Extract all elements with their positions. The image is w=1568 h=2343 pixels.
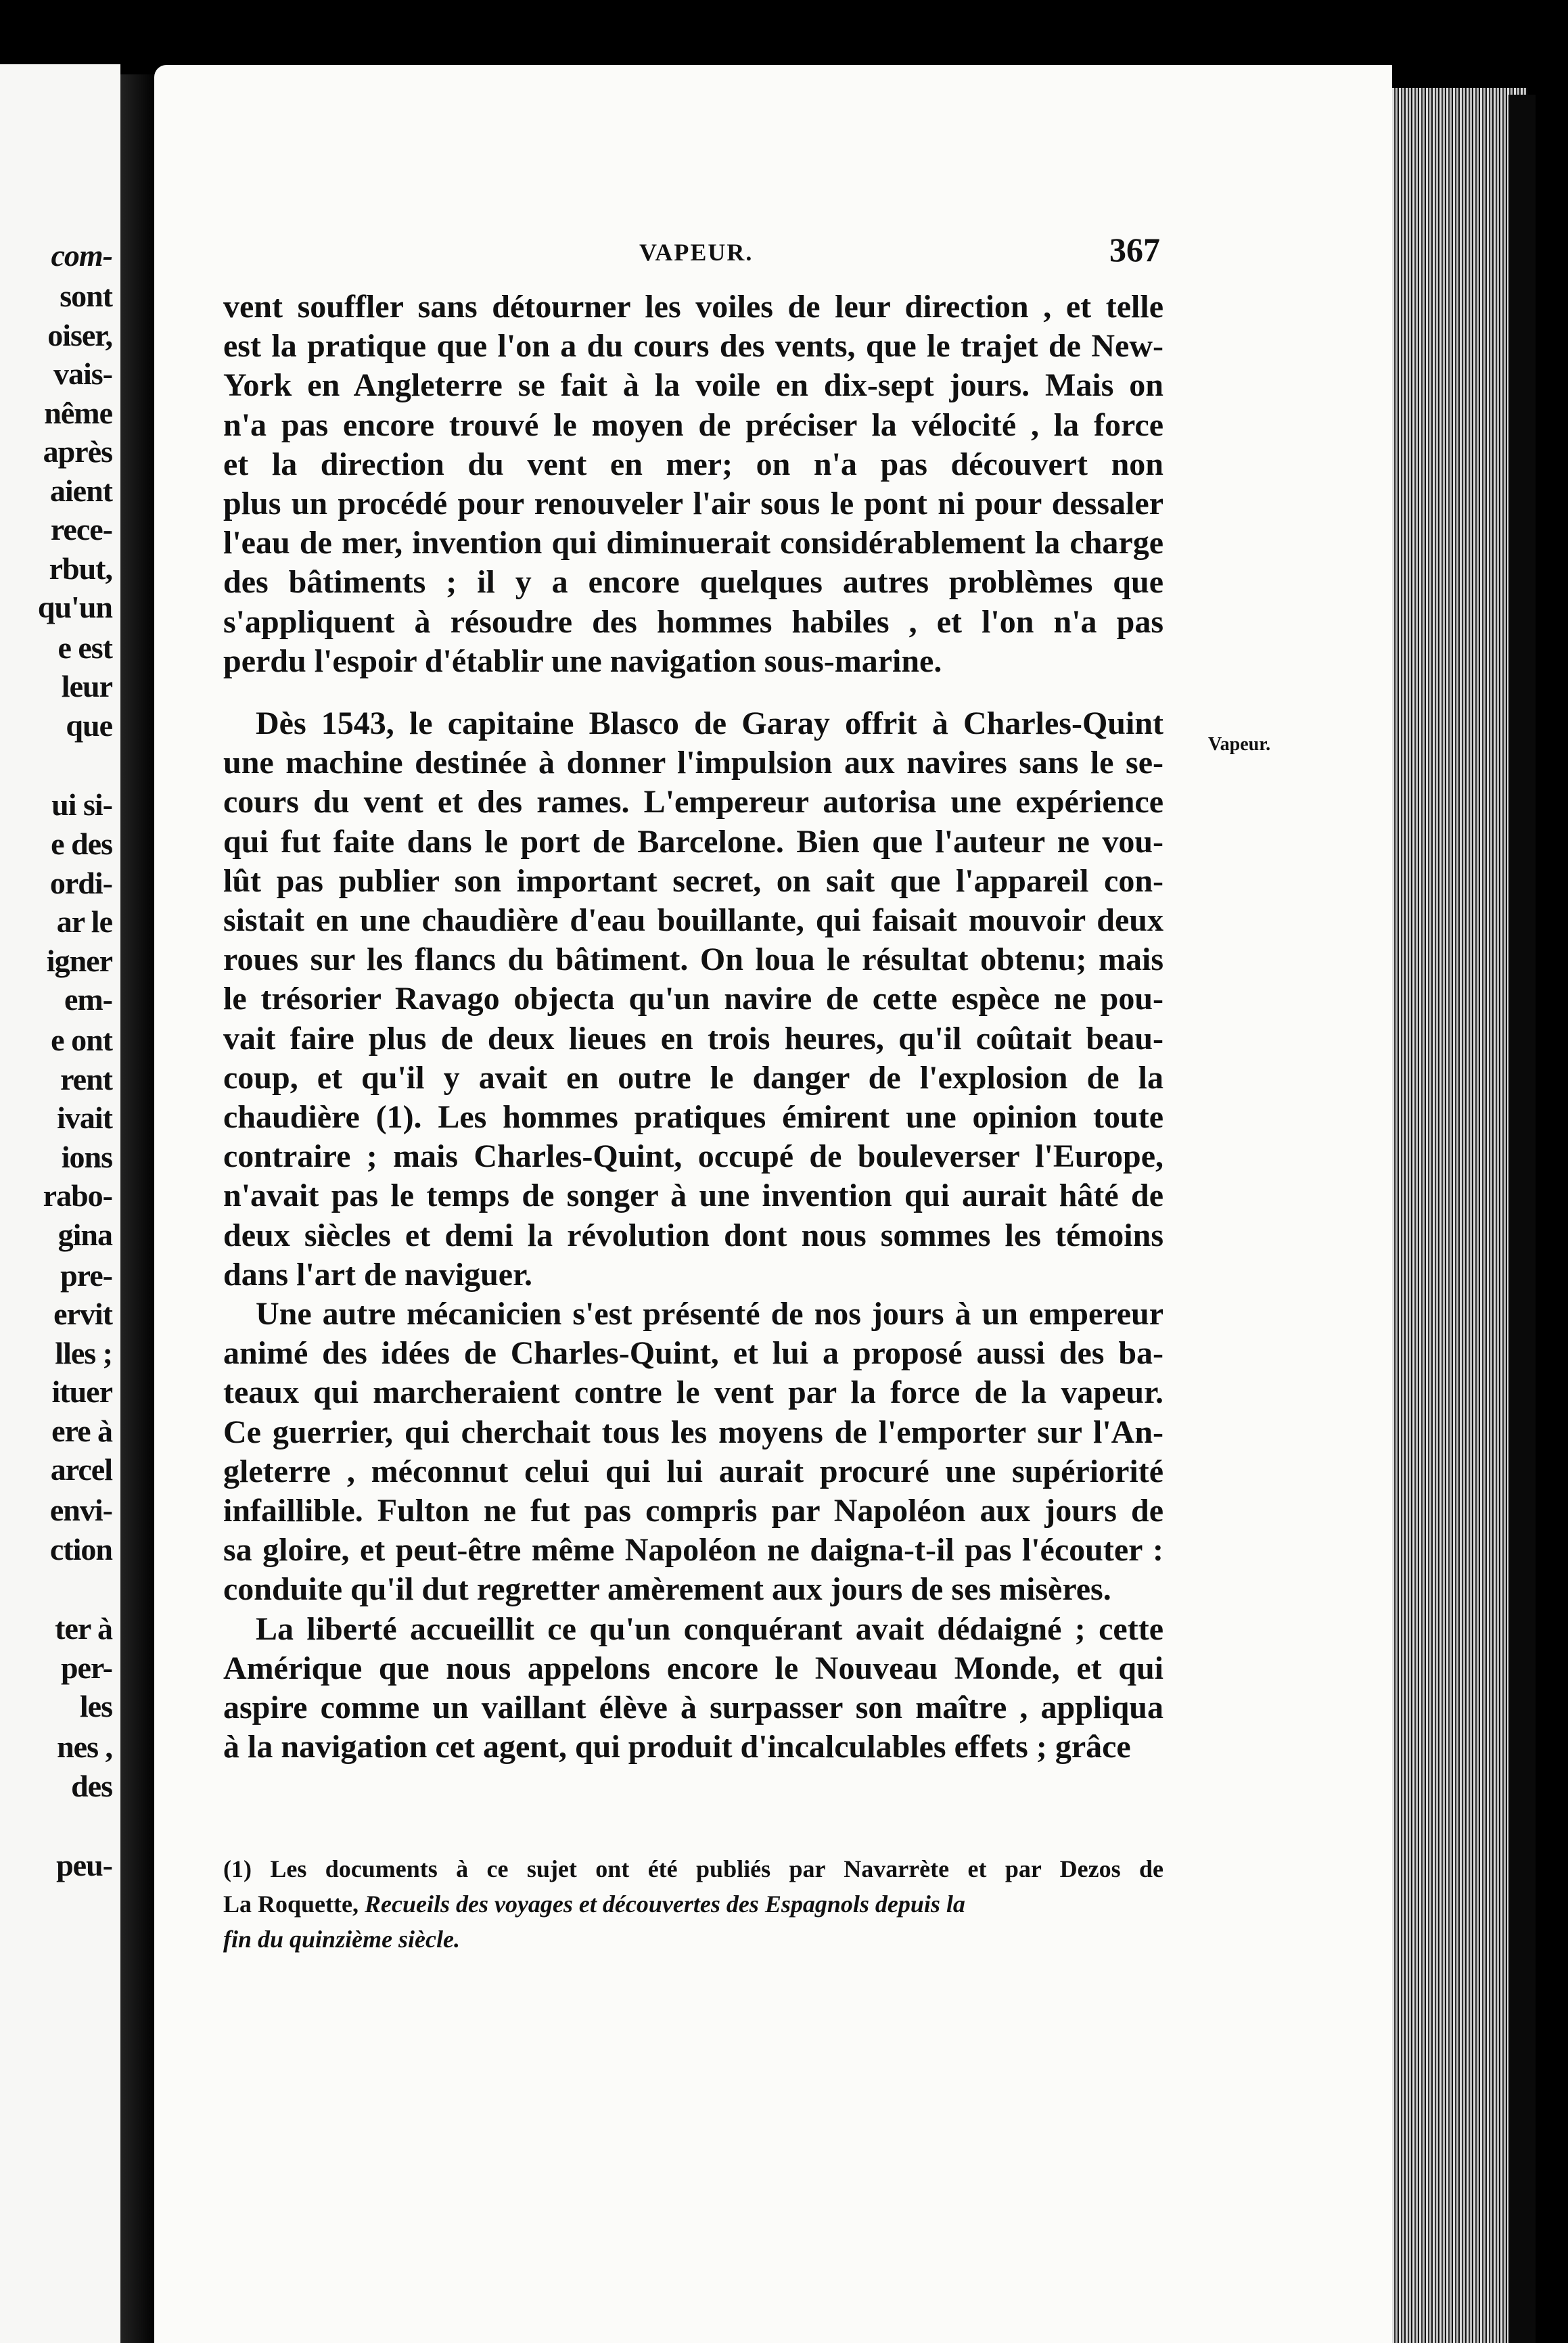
- left-page-fragment: aient: [49, 473, 112, 508]
- left-page-fragment: rent: [60, 1062, 112, 1096]
- left-page-fragment: arcel: [50, 1452, 112, 1487]
- page-edges: [1392, 88, 1527, 2343]
- left-page-fragment: ter à: [55, 1611, 112, 1646]
- text-line: n'a pas encore trouvé le moyen de préciser la vélocité , la force: [223, 407, 1163, 443]
- left-page-fragment: les: [79, 1689, 112, 1723]
- left-page-fragment: e ont: [51, 1023, 112, 1057]
- text-line: gleterre , méconnut celui qui lui aurait procuré une supériorité: [223, 1454, 1163, 1489]
- left-page-fragment: ituer: [51, 1374, 112, 1409]
- left-page-fragment: igner: [46, 944, 112, 978]
- text-line: à la navigation cet agent, qui produit d'incalculables effets ; grâce: [223, 1729, 1131, 1765]
- text-line: vait faire plus de deux lieues en trois heures, qu'il coûtait beau-: [223, 1021, 1163, 1057]
- left-page-fragment: que: [66, 708, 112, 743]
- text-line: s'appliquent à résoudre des hommes habiles , et l'on n'a pas: [223, 604, 1163, 640]
- left-page-fragment: pre-: [60, 1258, 112, 1293]
- left-page-fragment: ervit: [53, 1297, 112, 1331]
- footnote-line-1: (1) Les documents à ce sujet ont été publiés par Navarrète et par Dezos de: [223, 1855, 1163, 1882]
- text-line: cours du vent et des rames. L'empereur autorisa une expérience: [223, 784, 1163, 820]
- side-note: Vapeur.: [1208, 734, 1271, 755]
- footnote-line-3: [223, 1922, 1163, 1956]
- text-line: perdu l'espoir d'établir une navigation sous-marine.: [223, 643, 942, 679]
- page-number: 367: [1109, 231, 1160, 269]
- footnote-line-2-italic: Recueils des voyages et découvertes des Espagnols depuis la: [365, 1890, 965, 1918]
- text-line: conduite qu'il dut regretter amèrement aux jours de ses misères.: [223, 1571, 1111, 1607]
- left-page-fragment: rabo-: [43, 1178, 112, 1213]
- text-line: La liberté accueillit ce qu'un conquérant avait dédaigné ; cette: [256, 1611, 1163, 1647]
- text-line: Ce guerrier, qui cherchait tous les moyens de l'emporter sur l'An-: [223, 1414, 1163, 1450]
- text-line: des bâtiments ; il y a encore quelques autres problèmes que: [223, 564, 1163, 600]
- left-page-fragment: e des: [51, 827, 112, 861]
- left-page-fragment: ivait: [57, 1100, 112, 1135]
- left-page-fragment: peu-: [56, 1848, 112, 1882]
- left-page-fragment: ui si-: [51, 787, 112, 822]
- left-page-fragment: gina: [57, 1217, 112, 1252]
- text-line: n'avait pas le temps de songer à une invention qui aurait hâté de: [223, 1178, 1163, 1213]
- left-page-fragment: lles ;: [55, 1336, 112, 1370]
- left-page-fragment: per-: [60, 1650, 112, 1685]
- text-line: est la pratique que l'on a du cours des vents, que le trajet de New-: [223, 328, 1163, 364]
- left-page-fragment: com-: [51, 238, 112, 273]
- left-page-fragment: nes ,: [57, 1730, 112, 1764]
- text-line: Une autre mécanicien s'est présenté de nos jours à un empereur: [256, 1296, 1163, 1332]
- left-page-fragment: ction: [49, 1532, 112, 1567]
- text-line: dans l'art de naviguer.: [223, 1257, 532, 1293]
- text-line: vent souffler sans détourner les voiles de leur direction , et telle: [223, 289, 1163, 325]
- left-page-fragment: envi-: [49, 1493, 112, 1527]
- text-line: l'eau de mer, invention qui diminuerait considérablement la charge: [223, 525, 1163, 561]
- left-page-fragment: vais-: [53, 356, 112, 391]
- left-page-fragment: em-: [64, 982, 112, 1017]
- text-line: le trésorier Ravago objecta qu'un navire de cette espèce ne pou-: [223, 981, 1163, 1017]
- left-page-fragment: oiser,: [47, 318, 112, 352]
- text-line: infaillible. Fulton ne fut pas compris par Napoléon aux jours de: [223, 1493, 1163, 1529]
- left-page-fragment: ar le: [56, 904, 112, 939]
- text-line: coup, et qu'il y avait en outre le danger de l'explosion de la: [223, 1060, 1163, 1096]
- page-edges-shadow: [1508, 95, 1536, 2343]
- left-page-fragment: qu'un: [37, 590, 112, 624]
- text-line: contraire ; mais Charles-Quint, occupé de bouleverser l'Europe,: [223, 1138, 1163, 1174]
- text-line: animé des idées de Charles-Quint, et lui a proposé aussi des ba-: [223, 1335, 1163, 1371]
- text-line: sistait en une chaudière d'eau bouillante, qui faisait mouvoir deux: [223, 902, 1163, 938]
- footnote-line-3-italic: fin du quinzième siècle.: [223, 1926, 460, 1953]
- left-adjacent-page: [0, 64, 120, 2343]
- text-line: sa gloire, et peut-être même Napoléon ne daigna-t-il pas l'écouter :: [223, 1532, 1163, 1568]
- text-line: une machine destinée à donner l'impulsion aux navires sans le se-: [223, 745, 1163, 781]
- running-head: VAPEUR.: [639, 239, 754, 266]
- text-line: lût pas publier son important secret, on sait que l'appareil con-: [223, 863, 1163, 899]
- text-line: York en Angleterre se fait à la voile en dix-sept jours. Mais on: [223, 367, 1163, 403]
- left-page-fragment: rece-: [50, 512, 112, 547]
- left-page-fragment: ions: [61, 1140, 112, 1174]
- text-line: qui fut faite dans le port de Barcelone. Bien que l'auteur ne vou-: [223, 824, 1163, 860]
- left-page-fragment: leur: [61, 669, 112, 703]
- text-line: teaux qui marcheraient contre le vent par la force de la vapeur.: [223, 1374, 1163, 1410]
- left-page-fragment: des: [71, 1769, 112, 1803]
- left-page-fragment: après: [43, 434, 112, 469]
- text-line: Amérique que nous appelons encore le Nouveau Monde, et qui: [223, 1650, 1163, 1686]
- left-page-fragment: nême: [44, 396, 112, 430]
- footnote-line-2-plain: La Roquette,: [223, 1890, 365, 1918]
- left-page-fragment: sont: [60, 279, 112, 313]
- left-page-fragment: e est: [57, 630, 112, 665]
- left-page-fragment: rbut,: [49, 551, 112, 586]
- text-line: chaudière (1). Les hommes pratiques émirent une opinion toute: [223, 1099, 1163, 1135]
- text-line: deux siècles et demi la révolution dont nous sommes les témoins: [223, 1217, 1163, 1253]
- text-line: Dès 1543, le capitaine Blasco de Garay offrit à Charles-Quint: [256, 705, 1163, 741]
- text-line: plus un procédé pour renouveler l'air sous le pont ni pour dessaler: [223, 486, 1163, 521]
- left-page-fragment: ordi-: [49, 866, 112, 900]
- left-page-fragment: ere à: [51, 1414, 112, 1448]
- text-line: roues sur les flancs du bâtiment. On loua le résultat obtenu; mais: [223, 942, 1163, 977]
- footnote-line-2: [223, 1887, 1163, 1921]
- text-line: aspire comme un vaillant élève à surpasser son maître , appliqua: [223, 1690, 1163, 1725]
- text-line: et la direction du vent en mer; on n'a pas découvert non: [223, 446, 1163, 482]
